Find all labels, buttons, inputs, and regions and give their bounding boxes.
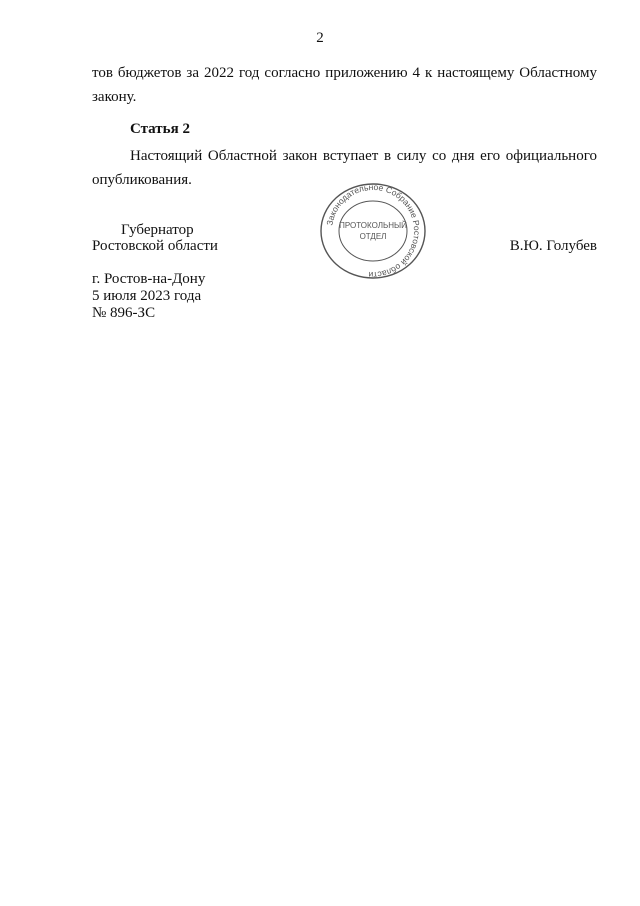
city: г. Ростов-на-Дону [92, 271, 206, 287]
date: 5 июля 2023 года [92, 288, 202, 304]
place-and-date [92, 271, 205, 322]
law-number: № 896-ЗС [92, 305, 156, 321]
stamp-center-line-2: ОТДЕЛ [359, 232, 387, 241]
official-stamp [314, 181, 432, 281]
stamp-ring-textpath: Законодательное Собрание Ростовской области [324, 181, 423, 281]
article-heading: Статья 2 [130, 121, 190, 137]
article-line-2: опубликования. [92, 172, 192, 188]
page-number: 2 [316, 30, 324, 46]
stamp-outline [321, 181, 425, 281]
stamp-center-line-1: ПРОТОКОЛЬНЫЙ [339, 221, 407, 230]
governor-region: Ростовской области [92, 238, 218, 254]
governor-title: Губернатор [121, 222, 194, 238]
article-line-1: Настоящий Областной закон вступает в силу со дня его официального [130, 148, 597, 164]
paragraph-line-1: тов бюджетов за 2022 год согласно приложению 4 к настоящему Областному [92, 65, 597, 81]
paragraph-continuation [92, 61, 597, 109]
governor-name: В.Ю. Голубев [509, 238, 597, 254]
paragraph-line-2: закону. [92, 89, 137, 105]
